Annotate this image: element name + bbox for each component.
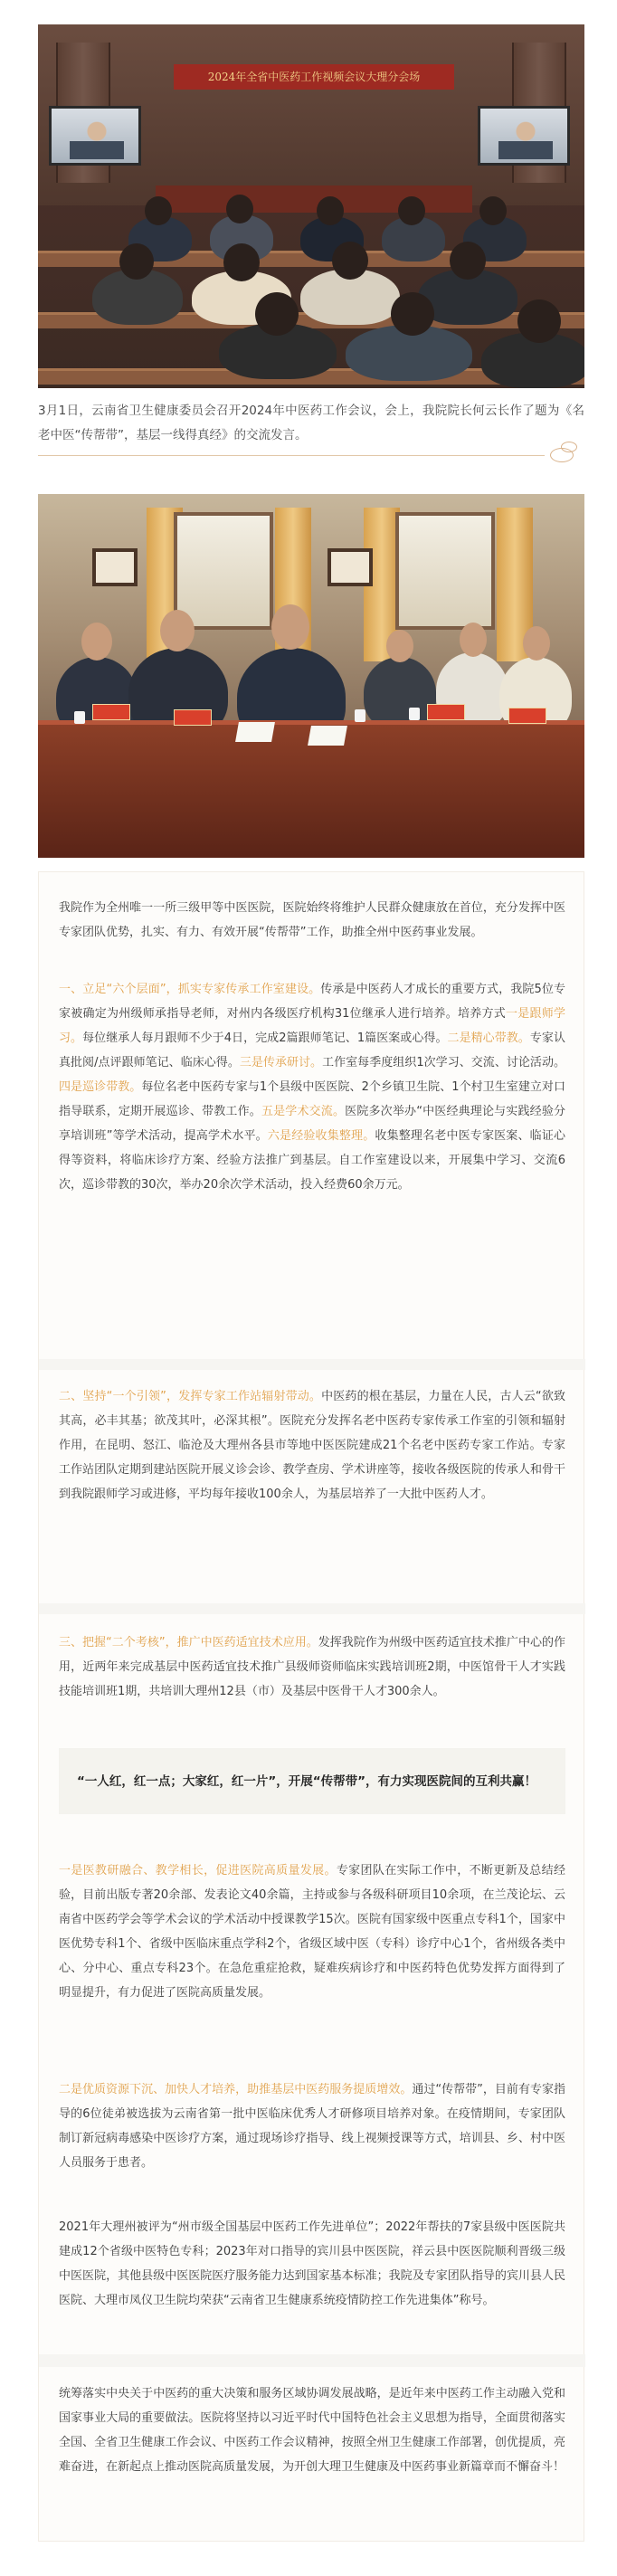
keyword: 五是学术交流。 <box>261 1105 346 1118</box>
article-card <box>38 871 584 2542</box>
section-divider <box>39 1603 585 1614</box>
keyword: 一是医教研融合、教学相长，促进医院高质量发展。 <box>59 1864 337 1877</box>
section-1-text: 工作室每季度组织1次学习、交流、讨论活动。 <box>322 1056 565 1069</box>
attendee-face <box>271 604 309 650</box>
tea-cup <box>409 708 420 720</box>
attendee-head <box>255 292 299 336</box>
section-divider <box>39 2354 585 2367</box>
name-plate <box>174 709 212 726</box>
attendee-head <box>398 196 425 225</box>
attendee-head <box>226 195 253 223</box>
section-3-paragraph <box>59 1630 565 1704</box>
name-plate <box>508 708 546 724</box>
cloud-ornament-icon <box>561 442 577 452</box>
section-2-text: 中医药的根在基层，力量在人民，古人云“欲致其高，必丰其基；欲茂其叶，必深其根”。医院充分发挥名老中医药专家传承工作室的引领和辐射作用，在昆明、怒江、临沧及大理州各县市等地中医医院建成21个名老中医药专家工作站。专家工作站团队定期到建站医院开展义诊会诊、教学查房、学术讲座等，接收各级医院的传承人和骨干到我院跟师学习或进修，平均每年接收100余人，为基层培养了一大批中医药人才。 <box>59 1390 565 1501</box>
section-3-text: 发挥我院作为州级中医药适宜技术推广中心的作用，近两年来完成基层中医药适宜技术推广县级师资师临床实践培训班2期，中医馆骨干人才实践技能培训班1期，共培训大理州12县（市）及基层中医骨干人才300余人。 <box>59 1636 565 1698</box>
attendee-face <box>523 626 550 661</box>
paragraph-text: 通过“传帮带”，目前有专家指导的6位徒弟被选拔为云南省第一批中医临床优秀人才研修项目培养对象。在疫情期间，专家团队制订新冠病毒感染中医诊疗方案，通过现场诊疗指导、线上视频授课等方式，培训县、乡、村中医人员服务于患者。 <box>59 2083 565 2170</box>
keyword: 四是巡诊带教。 <box>59 1080 142 1094</box>
attendee-head <box>145 196 172 225</box>
section-3-heading: 三、把握“二个考核”，推广中医药适宜技术应用。 <box>59 1636 318 1649</box>
attendee-face <box>386 630 413 662</box>
meeting-hall-photo <box>38 24 584 388</box>
video-screen-right <box>478 106 570 166</box>
paragraph-education <box>59 1858 565 2005</box>
keyword: 二是优质资源下沉、加快人才培养，助推基层中医药服务提质增效。 <box>59 2083 413 2096</box>
attendee-head <box>450 242 486 280</box>
attendee-head <box>391 292 434 336</box>
section-1-text: 收集整理名老中医专家医案、临证心得等资料，将临床诊疗方案、经验方法推广到基层。自工作室建设以来，开展集中学习、交流6次，巡诊带教的30次，举办20余次学术活动，投入经费60余万元。 <box>59 1129 565 1192</box>
attendee-head <box>223 243 260 281</box>
section-2-paragraph <box>59 1384 565 1507</box>
paragraph-resources <box>59 2077 565 2175</box>
wall-frame <box>92 548 138 586</box>
hall-banner: 2024年全省中医药工作视频会议大理分会场 <box>174 64 454 90</box>
video-screen-left <box>49 106 141 166</box>
intro-paragraph: 我院作为全州唯一一所三级甲等中医医院，医院始终将维护人民群众健康放在首位，充分发挥中医专家团队优势，扎实、有力、有效开展“传帮带”工作，助推全州中医药事业发展。 <box>59 901 565 939</box>
attendee <box>364 657 436 729</box>
section-2-heading: 二、坚持“一个引领”，发挥专家工作站辐射带动。 <box>59 1390 322 1403</box>
attendee-face <box>460 623 487 657</box>
document <box>308 726 347 746</box>
window <box>395 512 495 630</box>
document <box>235 722 275 742</box>
keyword: 二是精心带教。 <box>447 1031 530 1045</box>
attendee-head <box>119 243 154 280</box>
attendee-face <box>160 610 195 651</box>
divider <box>38 455 545 456</box>
section-1-text: 每位名老中医药专家与1个县级中医医院、2个乡镇卫生院、1个村卫生室建立对口指导联系，定期开展巡诊、带教工作。 <box>59 1080 565 1118</box>
name-plate <box>92 704 130 720</box>
tea-cup <box>74 711 85 724</box>
keyword: 一是跟师学习。 <box>59 1007 565 1045</box>
wall-frame <box>327 548 373 586</box>
section-1-text: 专家认真批阅/点评跟师笔记、临床心得。 <box>59 1031 565 1069</box>
paragraph-achievements: 2021年大理州被评为“州市级全国基层中医药工作先进单位”；2022年帮扶的7家县级中医医院共建成12个省级中医特色专科；2023年对口指导的宾川县中医医院，祥云县中医医院顺利晋级三级中医医院，其他县级中医医院医疗服务能力达到国家基本标准；我院及专家团队指导的宾川县人民医院、大理市凤仪卫生院均荣获“云南省卫生健康系统疫情防控工作先进集体”称号。 <box>59 2220 565 2307</box>
section-1-text: 每位继承人每月跟师不少于4日，完成2篇跟师笔记、1篇医案或心得。 <box>82 1031 448 1045</box>
section-divider <box>39 1359 585 1370</box>
section-1-text: 传承是中医药人才成长的重要方式，我院5位专家被确定为州级师承指导老师，对州内各级医疗机构31位继承人进行培养。培养方式 <box>59 983 565 1021</box>
quote-block: “一人红，红一点；大家红，红一片”，开展“传帮带”，有力实现医院间的互利共赢！ <box>59 1748 565 1814</box>
closing-paragraph: 统筹落实中央关于中医药的重大决策和服务区域协调发展战略，是近年来中医药工作主动融入党和国家事业大局的重要做法。医院将坚持以习近平时代中国特色社会主义思想为指导，全面贯彻落实全国、全省卫生健康工作会议、中医药工作会议精神，按照全州卫生健康工作部署，创优提质，亮难奋进，在新起点上推动医院高质量发展，为开创大理卫生健康及中医药事业新篇章而不懈奋斗！ <box>59 2387 565 2474</box>
group-meeting-photo <box>38 494 584 858</box>
window <box>174 512 273 630</box>
keyword: 三是传承研讨。 <box>239 1056 323 1069</box>
attendee-head <box>332 242 368 280</box>
attendee-head <box>517 299 561 343</box>
attendee-head <box>317 196 344 225</box>
section-1-text: 医院多次举办“中医经典理论与实践经验分享培训班”等学术活动，提高学术水平。 <box>59 1105 565 1143</box>
paragraph-text: 专家团队在实际工作中，不断更新及总结经验，目前出版专著20余部、发表论文40余篇，主持或参与各级科研项目10余项，在兰茂论坛、云南省中医药学会等学术会议的学术活动中授课教学15次。医院有国家级中医重点专科1个，国家中医优势专科1个、省级中医临床重点学科2个，省级区域中医（专科）诊疗中心1个，省州级各类中心、分中心、重点专科23个。在急危重症抢救，疑难疾病诊疗和中医药特色优势发挥方面得到了明显提升，有力促进了医院高质量发展。 <box>59 1864 565 2000</box>
keyword: 六是经验收集整理。 <box>267 1129 375 1143</box>
section-1-paragraph <box>59 977 565 1197</box>
name-plate <box>427 704 465 720</box>
tea-cup <box>355 709 365 722</box>
section-1-heading: 一、立足“六个层面”，抓实专家传承工作室建设。 <box>59 983 321 996</box>
attendee-head <box>479 196 507 225</box>
photo-caption: 3月1日，云南省卫生健康委员会召开2024年中医药工作会议，会上，我院院长何云长作了题为《名老中医“传帮带”，基层一线得真经》的交流发言。 <box>38 404 584 442</box>
attendee-face <box>81 623 112 661</box>
